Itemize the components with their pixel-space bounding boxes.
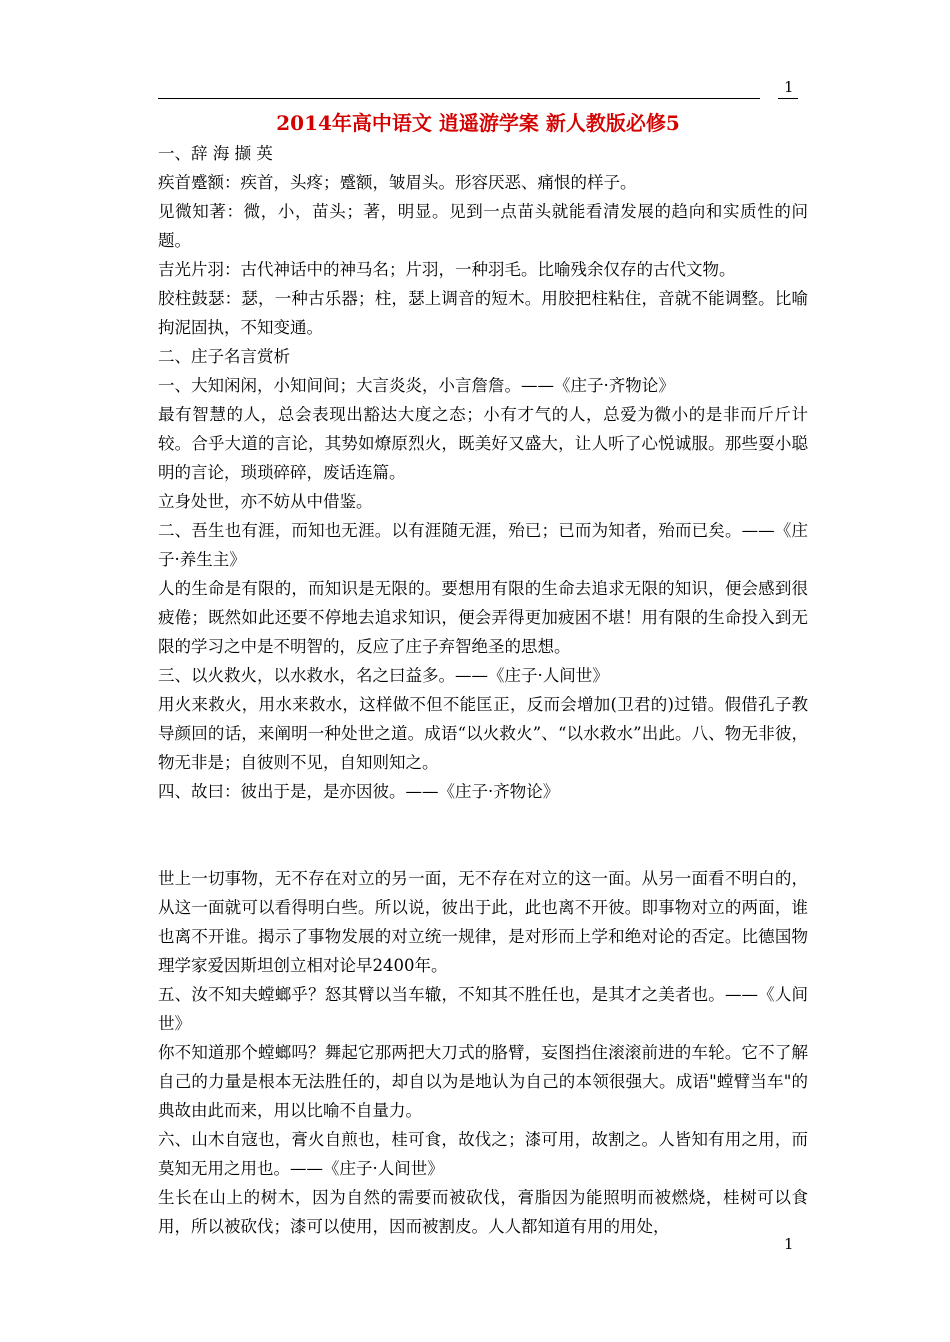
quote-line: 二、吾生也有涯，而知也无涯。以有涯随无涯，殆已；已而为知者，殆而已矣。——《庄子·养生主》 [158,521,808,569]
document-body [158,139,808,1241]
paragraph: 你不知道那个螳螂吗？舞起它那两把大刀式的胳臂，妄图挡住滚滚前进的车轮。它不了解自己的力量是根本无法胜任的，却自以为是地认为自己的本领很强大。成语"螳臂当车"的典故由此而来，用以比喻不自量力。 [158,1043,808,1120]
paragraph: 见微知著：微，小，苗头；著，明显。见到一点苗头就能看清发展的趋向和实质性的问题。 [158,202,808,250]
paragraph: 世上一切事物，无不存在对立的另一面，无不存在对立的这一面。从另一面看不明白的，从这一面就可以看得明白些。所以说，彼出于此，此也离不开彼。即事物对立的两面，谁也离不开谁。揭示了事物发展的对立统一规律，是对形而上学和绝对论的否定。比德国物理学家爱因斯坦创立相对论早2400年。 [158,869,808,975]
quote-line: 三、以火救火，以水救水，名之曰益多。——《庄子·人间世》 [158,666,609,685]
quote-line: 六、山木自寇也，膏火自煎也，桂可食，故伐之；漆可用，故割之。人皆知有用之用，而莫知无用之用也。——《庄子·人间世》 [158,1130,808,1178]
paragraph: 用火来救火，用水来救水，这样做不但不能匡正，反而会增加(卫君的)过错。假借孔子教导颜回的话，来阐明一种处世之道。成语“以火救火”、“以水救水”出此。八、物无非彼，物无非是；自彼则不见，自知则知之。 [158,695,808,772]
paragraph: 疾首蹙额：疾首，头疼；蹙额，皱眉头。形容厌恶、痛恨的样子。 [158,173,637,192]
header-page-number: 1 [784,78,794,96]
quote-line: 五、汝不知夫螳螂乎？怒其臂以当车辙，不知其不胜任也，是其才之美者也。——《人间世》 [158,985,808,1033]
paragraph: 胶柱鼓瑟：瑟，一种古乐器；柱，瑟上调音的短木。用胶把柱粘住，音就不能调整。比喻拘泥固执，不知变通。 [158,289,808,337]
paragraph: 生长在山上的树木，因为自然的需要而被砍伐，膏脂因为能照明而被燃烧，桂树可以食用，所以被砍伐；漆可以使用，因而被割皮。人人都知道有用的用处， [158,1188,808,1236]
paragraph: 立身处世，亦不妨从中借鉴。 [158,492,373,511]
paragraph: 吉光片羽：古代神话中的神马名；片羽，一种羽毛。比喻残余仅存的古代文物。 [158,260,736,279]
document-title: 2014年高中语文 逍遥游学案 新人教版必修5 [276,111,680,135]
quote-line: 一、大知闲闲，小知间间；大言炎炎，小言詹詹。——《庄子·齐物论》 [158,376,675,395]
section-heading: 二、庄子名言赏析 [158,347,290,366]
blank-line [158,806,808,864]
header-rule [158,98,760,99]
paragraph: 最有智慧的人，总会表现出豁达大度之态；小有才气的人，总爱为微小的是非而斤斤计较。合乎大道的言论，其势如燎原烈火，既美好又盛大，让人听了心悦诚服。那些耍小聪明的言论，琐琐碎碎，废话连篇。 [158,405,808,482]
section-heading: 一、辞 海 撷 英 [158,144,273,163]
header-page-number-rule [778,98,798,99]
footer-page-number: 1 [784,1235,794,1253]
quote-line: 四、故曰：彼出于是，是亦因彼。——《庄子·齐物论》 [158,782,560,801]
paragraph: 人的生命是有限的，而知识是无限的。要想用有限的生命去追求无限的知识，便会感到很疲倦；既然如此还要不停地去追求知识，便会弄得更加疲困不堪！用有限的生命投入到无限的学习之中是不明智的，反应了庄子弃智绝圣的思想。 [158,579,808,656]
